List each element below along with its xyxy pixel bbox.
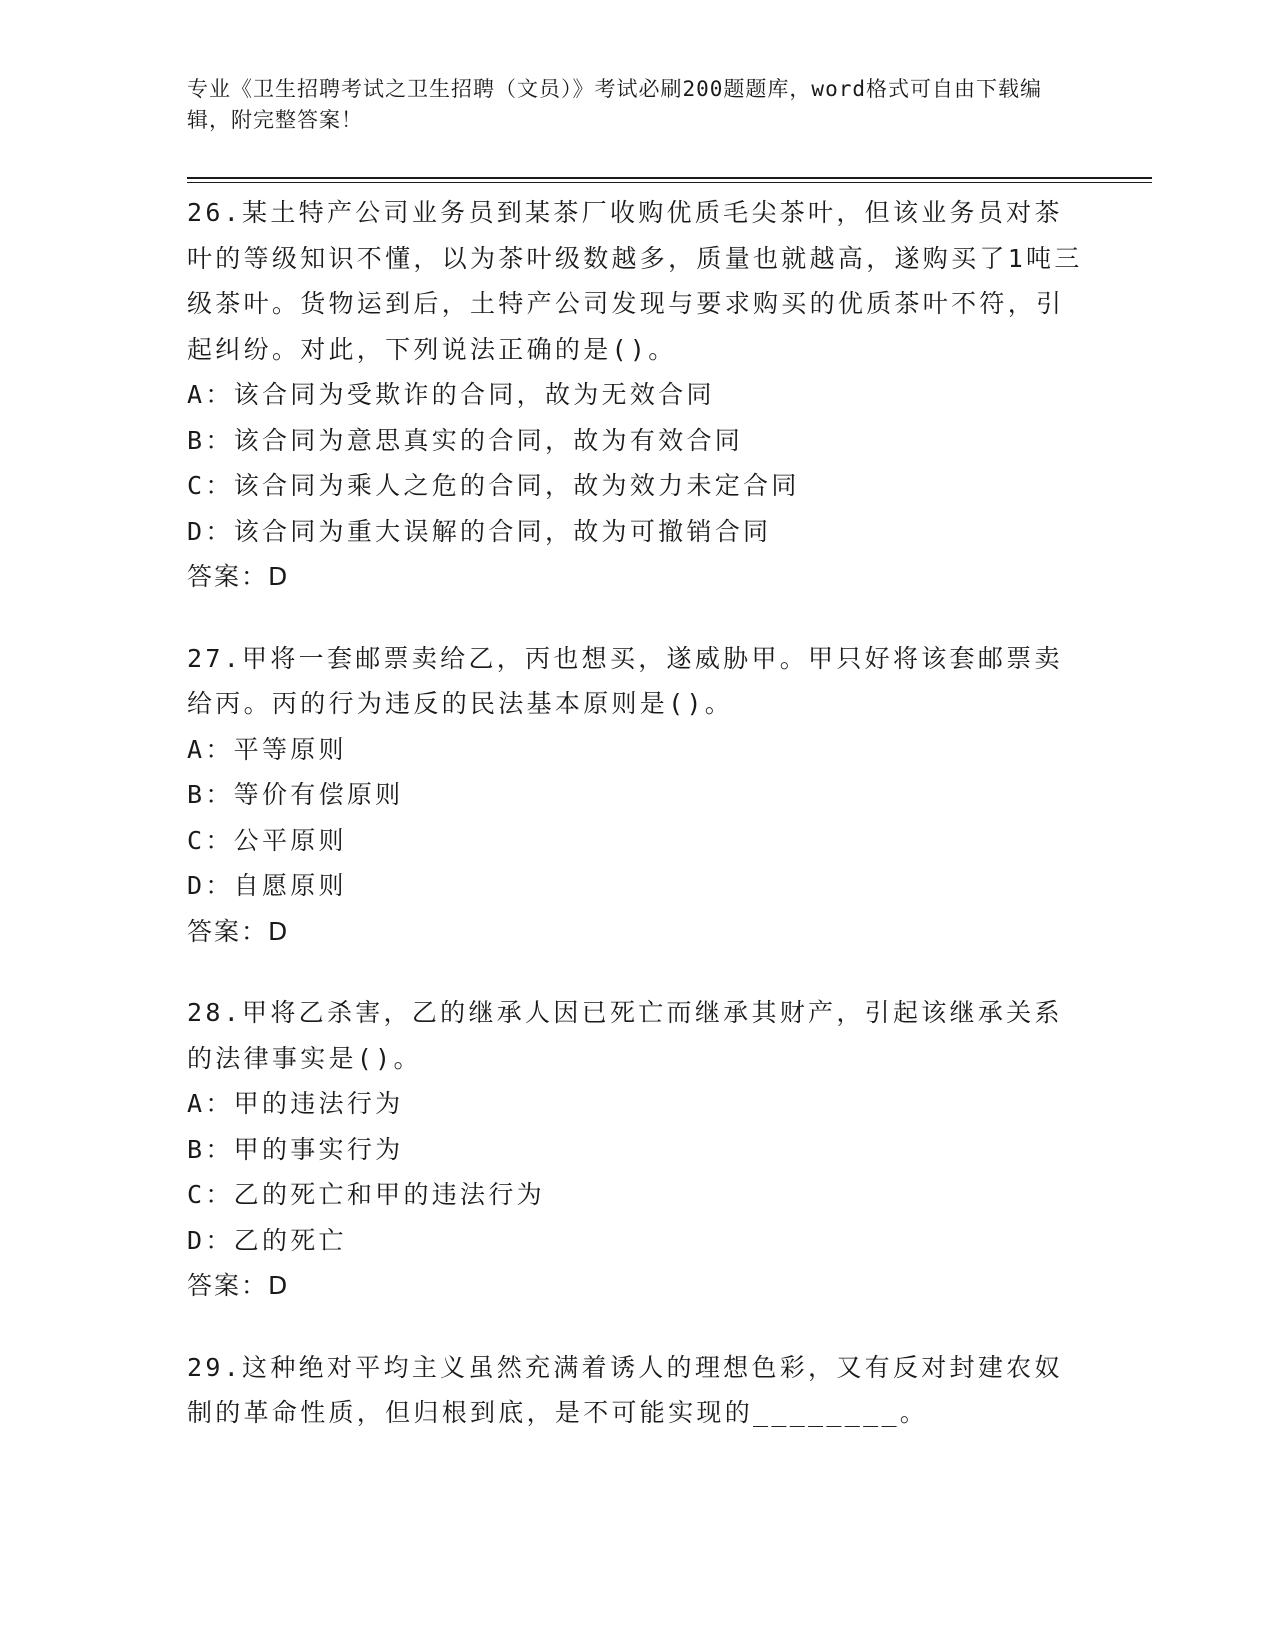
question-text: 26.某土特产公司业务员到某茶厂收购优质毛尖茶叶，但该业务员对茶叶的等级知识不懂，以为茶叶级数越多，质量也就越高，遂购买了1吨三级茶叶。货物运到后，土特产公司发现与要求购买的优质茶叶不符，引起纠纷。对此，下列说法正确的是()。 — [187, 198, 1083, 364]
document-header: 专业《卫生招聘考试之卫生招聘（文员）》考试必刷200题题库，word格式可自由下载编辑，附完整答案！ — [187, 77, 1042, 132]
option-d: D：该合同为重大误解的合同，故为可撤销合同 — [187, 516, 772, 546]
option-b: B：该合同为意思真实的合同，故为有效合同 — [187, 425, 744, 455]
option-c: C：该合同为乘人之危的合同，故为效力未定合同 — [187, 471, 800, 500]
option-b: B：甲的事实行为 — [187, 1134, 404, 1164]
option-a: A：该合同为受欺诈的合同，故为无效合同 — [187, 380, 715, 409]
question-text: 28.甲将乙杀害，乙的继承人因已死亡而继承其财产，引起该继承关系的法律事实是()。 — [187, 998, 1063, 1073]
question-list — [187, 190, 1087, 1472]
option-c: C：乙的死亡和甲的违法行为 — [187, 1180, 545, 1209]
option-b: B：等价有偿原则 — [187, 780, 404, 809]
question-29 — [187, 1345, 1087, 1436]
question-28 — [187, 990, 1087, 1309]
answer: 答案：D — [187, 916, 290, 946]
option-d: D：自愿原则 — [187, 871, 347, 900]
answer: 答案：D — [187, 562, 290, 591]
header-divider-thin — [187, 182, 1152, 183]
answer: 答案：D — [187, 1271, 290, 1300]
option-a: A：甲的违法行为 — [187, 1089, 404, 1118]
option-d: D：乙的死亡 — [187, 1225, 347, 1255]
header-divider-thick — [187, 177, 1152, 179]
question-text: 29.这种绝对平均主义虽然充满着诱人的理想色彩，又有反对封建农奴制的革命性质，但归根到底，是不可能实现的________。 — [187, 1352, 1063, 1427]
question-27 — [187, 636, 1087, 955]
question-text: 27.甲将一套邮票卖给乙，丙也想买，遂威胁甲。甲只好将该套邮票卖给丙。丙的行为违反的民法基本原则是()。 — [187, 643, 1063, 718]
option-c: C：公平原则 — [187, 825, 347, 855]
option-a: A：平等原则 — [187, 734, 347, 764]
question-26 — [187, 190, 1087, 600]
